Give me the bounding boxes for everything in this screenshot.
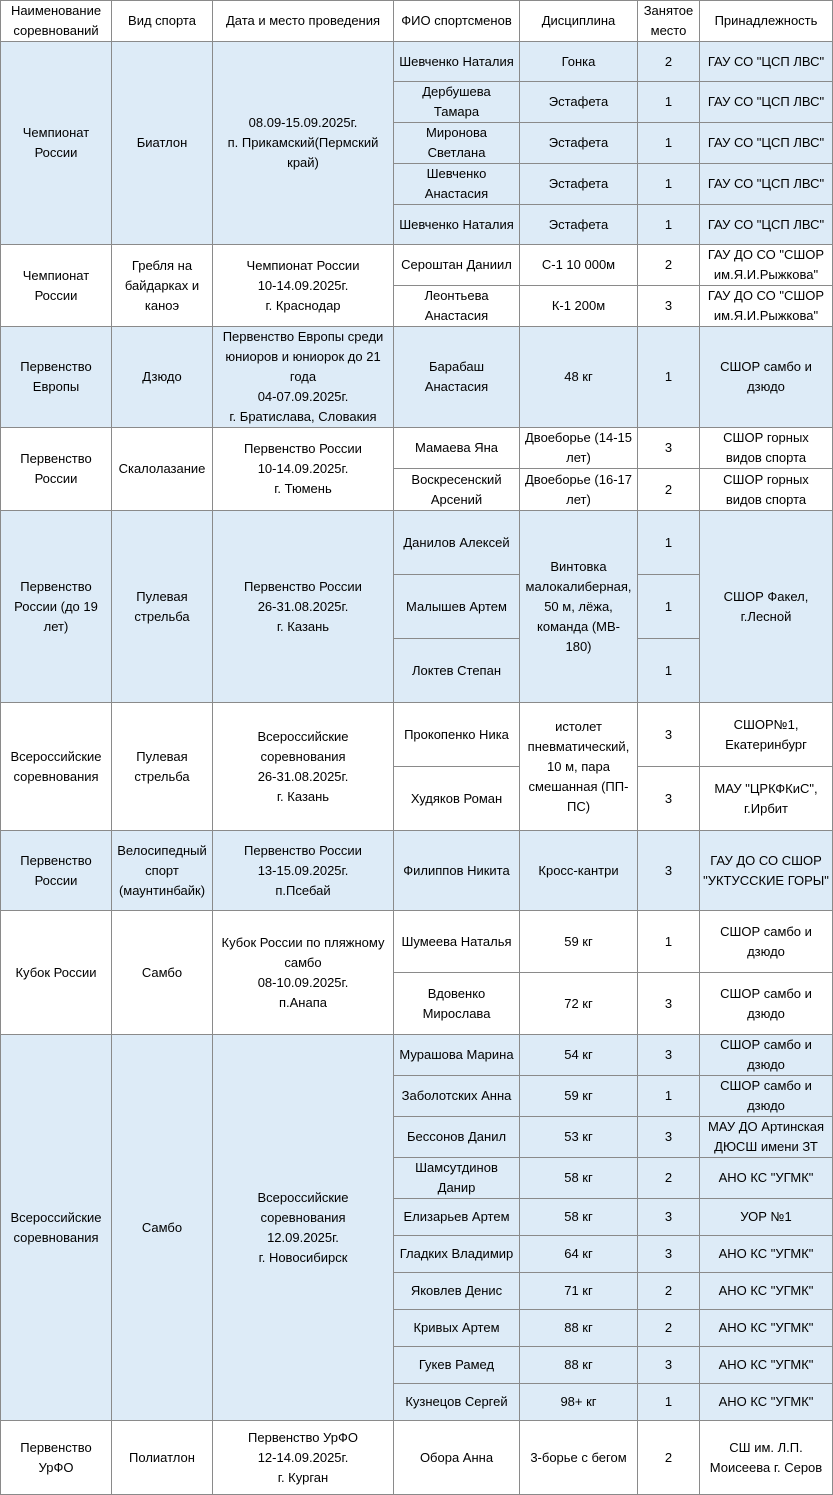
- place-cell: 2: [638, 245, 700, 286]
- athlete-cell: Гладких Владимир: [394, 1236, 520, 1273]
- header-affiliation: Принадлежность: [700, 1, 833, 42]
- athlete-cell: Локтев Степан: [394, 639, 520, 703]
- table-row: [1, 831, 833, 911]
- athlete-cell: Шевченко Наталия: [394, 42, 520, 82]
- discipline-cell: Эстафета: [520, 164, 638, 205]
- competition-cell: Всероссийские соревнования: [1, 703, 112, 831]
- athlete-cell: Воскресенский Арсений: [394, 469, 520, 511]
- affiliation-cell: АНО КС "УГМК": [700, 1158, 833, 1199]
- sport-cell: Гребля на байдарках и каноэ: [112, 245, 213, 327]
- athlete-cell: Малышев Артем: [394, 575, 520, 639]
- place-cell: 2: [638, 469, 700, 511]
- affiliation-cell: ГАУ СО "ЦСП ЛВС": [700, 164, 833, 205]
- competition-cell: Первенство России: [1, 428, 112, 511]
- affiliation-cell: СШОР горных видов спорта: [700, 469, 833, 511]
- place-cell: 3: [638, 703, 700, 767]
- athlete-cell: Обора Анна: [394, 1421, 520, 1495]
- affiliation-cell: СШОР самбо и дзюдо: [700, 911, 833, 973]
- affiliation-cell: ГАУ СО "ЦСП ЛВС": [700, 82, 833, 123]
- discipline-cell: С-1 10 000м: [520, 245, 638, 286]
- sport-cell: Самбо: [112, 1035, 213, 1421]
- table-row: [1, 327, 833, 428]
- sport-cell: Дзюдо: [112, 327, 213, 428]
- athlete-cell: Худяков Роман: [394, 767, 520, 831]
- place-cell: 3: [638, 831, 700, 911]
- place-cell: 1: [638, 911, 700, 973]
- discipline-cell: 71 кг: [520, 1273, 638, 1310]
- affiliation-cell: СШОР самбо и дзюдо: [700, 1076, 833, 1117]
- affiliation-cell: МАУ "ЦРКФКиС", г.Ирбит: [700, 767, 833, 831]
- place-cell: 1: [638, 164, 700, 205]
- place-cell: 1: [638, 1076, 700, 1117]
- discipline-cell: Винтовка малокалиберная, 50 м, лёжа, команда (МВ- 180): [520, 511, 638, 703]
- competition-cell: Кубок России: [1, 911, 112, 1035]
- affiliation-cell: АНО КС "УГМК": [700, 1310, 833, 1347]
- place-cell: 1: [638, 511, 700, 575]
- sport-cell: Полиатлон: [112, 1421, 213, 1495]
- affiliation-cell: СШОР самбо и дзюдо: [700, 327, 833, 428]
- place-cell: 2: [638, 1273, 700, 1310]
- athlete-cell: Гукев Рамед: [394, 1347, 520, 1384]
- athlete-cell: Бессонов Данил: [394, 1117, 520, 1158]
- athlete-cell: Прокопенко Ника: [394, 703, 520, 767]
- place-cell: 3: [638, 1035, 700, 1076]
- athlete-cell: Шумеева Наталья: [394, 911, 520, 973]
- table-row: [1, 911, 833, 973]
- place-cell: 2: [638, 1421, 700, 1495]
- affiliation-cell: СШОР горных видов спорта: [700, 428, 833, 469]
- affiliation-cell: ГАУ СО "ЦСП ЛВС": [700, 205, 833, 245]
- table-row: [1, 428, 833, 469]
- athlete-cell: Сероштан Даниил: [394, 245, 520, 286]
- discipline-cell: 53 кг: [520, 1117, 638, 1158]
- discipline-cell: 48 кг: [520, 327, 638, 428]
- athlete-cell: Заболотских Анна: [394, 1076, 520, 1117]
- affiliation-cell: СШОР№1, Екатеринбург: [700, 703, 833, 767]
- discipline-cell: 54 кг: [520, 1035, 638, 1076]
- affiliation-cell: ГАУ ДО СО СШОР "УКТУССКИЕ ГОРЫ": [700, 831, 833, 911]
- discipline-cell: 58 кг: [520, 1158, 638, 1199]
- table-row: [1, 703, 833, 767]
- athlete-cell: Леонтьева Анастасия: [394, 286, 520, 327]
- sport-cell: Пулевая стрельба: [112, 703, 213, 831]
- competition-cell: Всероссийские соревнования: [1, 1035, 112, 1421]
- place-cell: 3: [638, 286, 700, 327]
- affiliation-cell: ГАУ СО "ЦСП ЛВС": [700, 123, 833, 164]
- athlete-cell: Шамсутдинов Данир: [394, 1158, 520, 1199]
- discipline-cell: Эстафета: [520, 205, 638, 245]
- place-cell: 3: [638, 973, 700, 1035]
- sport-cell: Биатлон: [112, 42, 213, 245]
- affiliation-cell: АНО КС "УГМК": [700, 1273, 833, 1310]
- athlete-cell: Яковлев Денис: [394, 1273, 520, 1310]
- discipline-cell: 3-борье с бегом: [520, 1421, 638, 1495]
- date-place-cell: Всероссийские соревнования 12.09.2025г. г. Новосибирск: [213, 1035, 394, 1421]
- place-cell: 2: [638, 1158, 700, 1199]
- place-cell: 2: [638, 42, 700, 82]
- athlete-cell: Барабаш Анастасия: [394, 327, 520, 428]
- affiliation-cell: АНО КС "УГМК": [700, 1347, 833, 1384]
- affiliation-cell: АНО КС "УГМК": [700, 1384, 833, 1421]
- date-place-cell: Первенство России 10-14.09.2025г. г. Тюмень: [213, 428, 394, 511]
- date-place-cell: Первенство УрФО 12-14.09.2025г. г. Курган: [213, 1421, 394, 1495]
- discipline-cell: 58 кг: [520, 1199, 638, 1236]
- header-sport: Вид спорта: [112, 1, 213, 42]
- place-cell: 3: [638, 428, 700, 469]
- header-row: [1, 1, 833, 42]
- discipline-cell: 88 кг: [520, 1347, 638, 1384]
- discipline-cell: Двоеборье (14-15 лет): [520, 428, 638, 469]
- sport-cell: Велосипедный спорт (маунтинбайк): [112, 831, 213, 911]
- discipline-cell: 59 кг: [520, 911, 638, 973]
- affiliation-cell: СШОР самбо и дзюдо: [700, 1035, 833, 1076]
- header-competition: Наименование соревнований: [1, 1, 112, 42]
- table-row: [1, 511, 833, 575]
- header-discipline: Дисциплина: [520, 1, 638, 42]
- date-place-cell: Кубок России по пляжному самбо 08-10.09.2025г. п.Анапа: [213, 911, 394, 1035]
- place-cell: 1: [638, 123, 700, 164]
- affiliation-cell: ГАУ ДО СО "СШОР им.Я.И.Рыжкова": [700, 245, 833, 286]
- athlete-cell: Вдовенко Мирослава: [394, 973, 520, 1035]
- affiliation-cell: АНО КС "УГМК": [700, 1236, 833, 1273]
- discipline-cell: 98+ кг: [520, 1384, 638, 1421]
- discipline-cell: 64 кг: [520, 1236, 638, 1273]
- sport-cell: Скалолазание: [112, 428, 213, 511]
- header-place: Занятое место: [638, 1, 700, 42]
- athlete-cell: Шевченко Анастасия: [394, 164, 520, 205]
- place-cell: 3: [638, 1347, 700, 1384]
- place-cell: 2: [638, 1310, 700, 1347]
- sport-cell: Пулевая стрельба: [112, 511, 213, 703]
- date-place-cell: Первенство России 13-15.09.2025г. п.Псебай: [213, 831, 394, 911]
- affiliation-cell: СШОР Факел, г.Лесной: [700, 511, 833, 703]
- place-cell: 1: [638, 1384, 700, 1421]
- place-cell: 3: [638, 1199, 700, 1236]
- place-cell: 3: [638, 767, 700, 831]
- competition-cell: Чемпионат России: [1, 245, 112, 327]
- discipline-cell: Эстафета: [520, 82, 638, 123]
- athlete-cell: Мурашова Марина: [394, 1035, 520, 1076]
- place-cell: 1: [638, 575, 700, 639]
- athlete-cell: Дербушева Тамара: [394, 82, 520, 123]
- header-athlete: ФИО спортсменов: [394, 1, 520, 42]
- sport-cell: Самбо: [112, 911, 213, 1035]
- date-place-cell: Всероссийские соревнования 26-31.08.2025г. г. Казань: [213, 703, 394, 831]
- discipline-cell: 59 кг: [520, 1076, 638, 1117]
- discipline-cell: К-1 200м: [520, 286, 638, 327]
- discipline-cell: Гонка: [520, 42, 638, 82]
- date-place-cell: Первенство Европы среди юниоров и юниорок до 21 года 04-07.09.2025г. г. Братислава, Словакия: [213, 327, 394, 428]
- athlete-cell: Кузнецов Сергей: [394, 1384, 520, 1421]
- table-row: [1, 1035, 833, 1076]
- competition-cell: Чемпионат России: [1, 42, 112, 245]
- athlete-cell: Миронова Светлана: [394, 123, 520, 164]
- affiliation-cell: УОР №1: [700, 1199, 833, 1236]
- table-row: [1, 42, 833, 82]
- athlete-cell: Шевченко Наталия: [394, 205, 520, 245]
- place-cell: 1: [638, 639, 700, 703]
- header-date-place: Дата и место проведения: [213, 1, 394, 42]
- athlete-cell: Данилов Алексей: [394, 511, 520, 575]
- discipline-cell: 88 кг: [520, 1310, 638, 1347]
- discipline-cell: истолет пневматический, 10 м, пара смешанная (ПП- ПС): [520, 703, 638, 831]
- table-row: [1, 245, 833, 286]
- athlete-cell: Мамаева Яна: [394, 428, 520, 469]
- place-cell: 3: [638, 1236, 700, 1273]
- competition-cell: Первенство Европы: [1, 327, 112, 428]
- discipline-cell: 72 кг: [520, 973, 638, 1035]
- discipline-cell: Эстафета: [520, 123, 638, 164]
- place-cell: 3: [638, 1117, 700, 1158]
- discipline-cell: Двоеборье (16-17 лет): [520, 469, 638, 511]
- discipline-cell: Кросс-кантри: [520, 831, 638, 911]
- athlete-cell: Кривых Артем: [394, 1310, 520, 1347]
- affiliation-cell: МАУ ДО Артинская ДЮСШ имени ЗТ: [700, 1117, 833, 1158]
- athlete-cell: Елизарьев Артем: [394, 1199, 520, 1236]
- affiliation-cell: СШОР самбо и дзюдо: [700, 973, 833, 1035]
- affiliation-cell: ГАУ ДО СО "СШОР им.Я.И.Рыжкова": [700, 286, 833, 327]
- place-cell: 1: [638, 205, 700, 245]
- date-place-cell: Первенство России 26-31.08.2025г. г. Казань: [213, 511, 394, 703]
- athlete-cell: Филиппов Никита: [394, 831, 520, 911]
- affiliation-cell: СШ им. Л.П. Моисеева г. Серов: [700, 1421, 833, 1495]
- place-cell: 1: [638, 327, 700, 428]
- affiliation-cell: ГАУ СО "ЦСП ЛВС": [700, 42, 833, 82]
- date-place-cell: 08.09-15.09.2025г. п. Прикамский(Пермский край): [213, 42, 394, 245]
- date-place-cell: Чемпионат России 10-14.09.2025г. г. Краснодар: [213, 245, 394, 327]
- competition-cell: Первенство УрФО: [1, 1421, 112, 1495]
- table-row: [1, 1421, 833, 1495]
- competition-cell: Первенство России: [1, 831, 112, 911]
- competition-cell: Первенство России (до 19 лет): [1, 511, 112, 703]
- place-cell: 1: [638, 82, 700, 123]
